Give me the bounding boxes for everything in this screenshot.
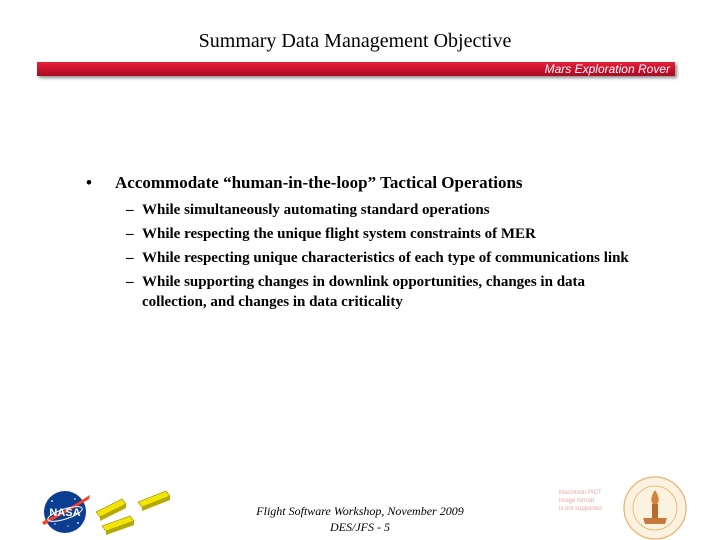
- nasa-logo: [38, 489, 92, 535]
- yellow-arrows-graphic: [92, 490, 172, 536]
- sub-bullet-text: While respecting unique characteristics of each type of communications link: [142, 250, 629, 266]
- content: [86, 172, 676, 316]
- sub-bullet: [126, 200, 676, 220]
- mission-label: Mars Exploration Rover: [544, 62, 670, 76]
- dash-mark: –: [126, 202, 134, 218]
- dash-mark: –: [126, 226, 134, 242]
- sub-bullet: [126, 248, 676, 268]
- seal-placeholder-text: Macintosh PICT: [559, 490, 602, 496]
- main-bullet-text: Accommodate “human-in-the-loop” Tactical Operations: [115, 173, 523, 192]
- sub-bullet-text: While supporting changes in downlink opportunities, changes in data collection, and changes in data criticality: [142, 274, 586, 310]
- bullet-mark: •: [86, 173, 92, 192]
- sub-bullet-list: [86, 200, 676, 312]
- slide-title: Summary Data Management Objective: [198, 30, 512, 52]
- dash-mark: –: [126, 250, 134, 266]
- seal-placeholder-text: image format: [559, 498, 595, 504]
- caltech-seal-logo: [555, 474, 690, 540]
- footer-line-2: DES/JFS - 5: [330, 520, 390, 534]
- footer: [240, 503, 480, 535]
- title-bar: [37, 62, 675, 76]
- seal-placeholder-text: is not supported: [559, 506, 602, 512]
- footer-line-1: Flight Software Workshop, November 2009: [256, 504, 464, 518]
- sub-bullet-text: While respecting the unique flight system constraints of MER: [142, 226, 536, 242]
- sub-bullet: [126, 272, 676, 312]
- main-bullet: [86, 172, 676, 194]
- sub-bullet: [126, 224, 676, 244]
- nasa-logo-text: NASA: [49, 507, 81, 519]
- dash-mark: –: [126, 274, 134, 290]
- sub-bullet-text: While simultaneously automating standard operations: [142, 202, 490, 218]
